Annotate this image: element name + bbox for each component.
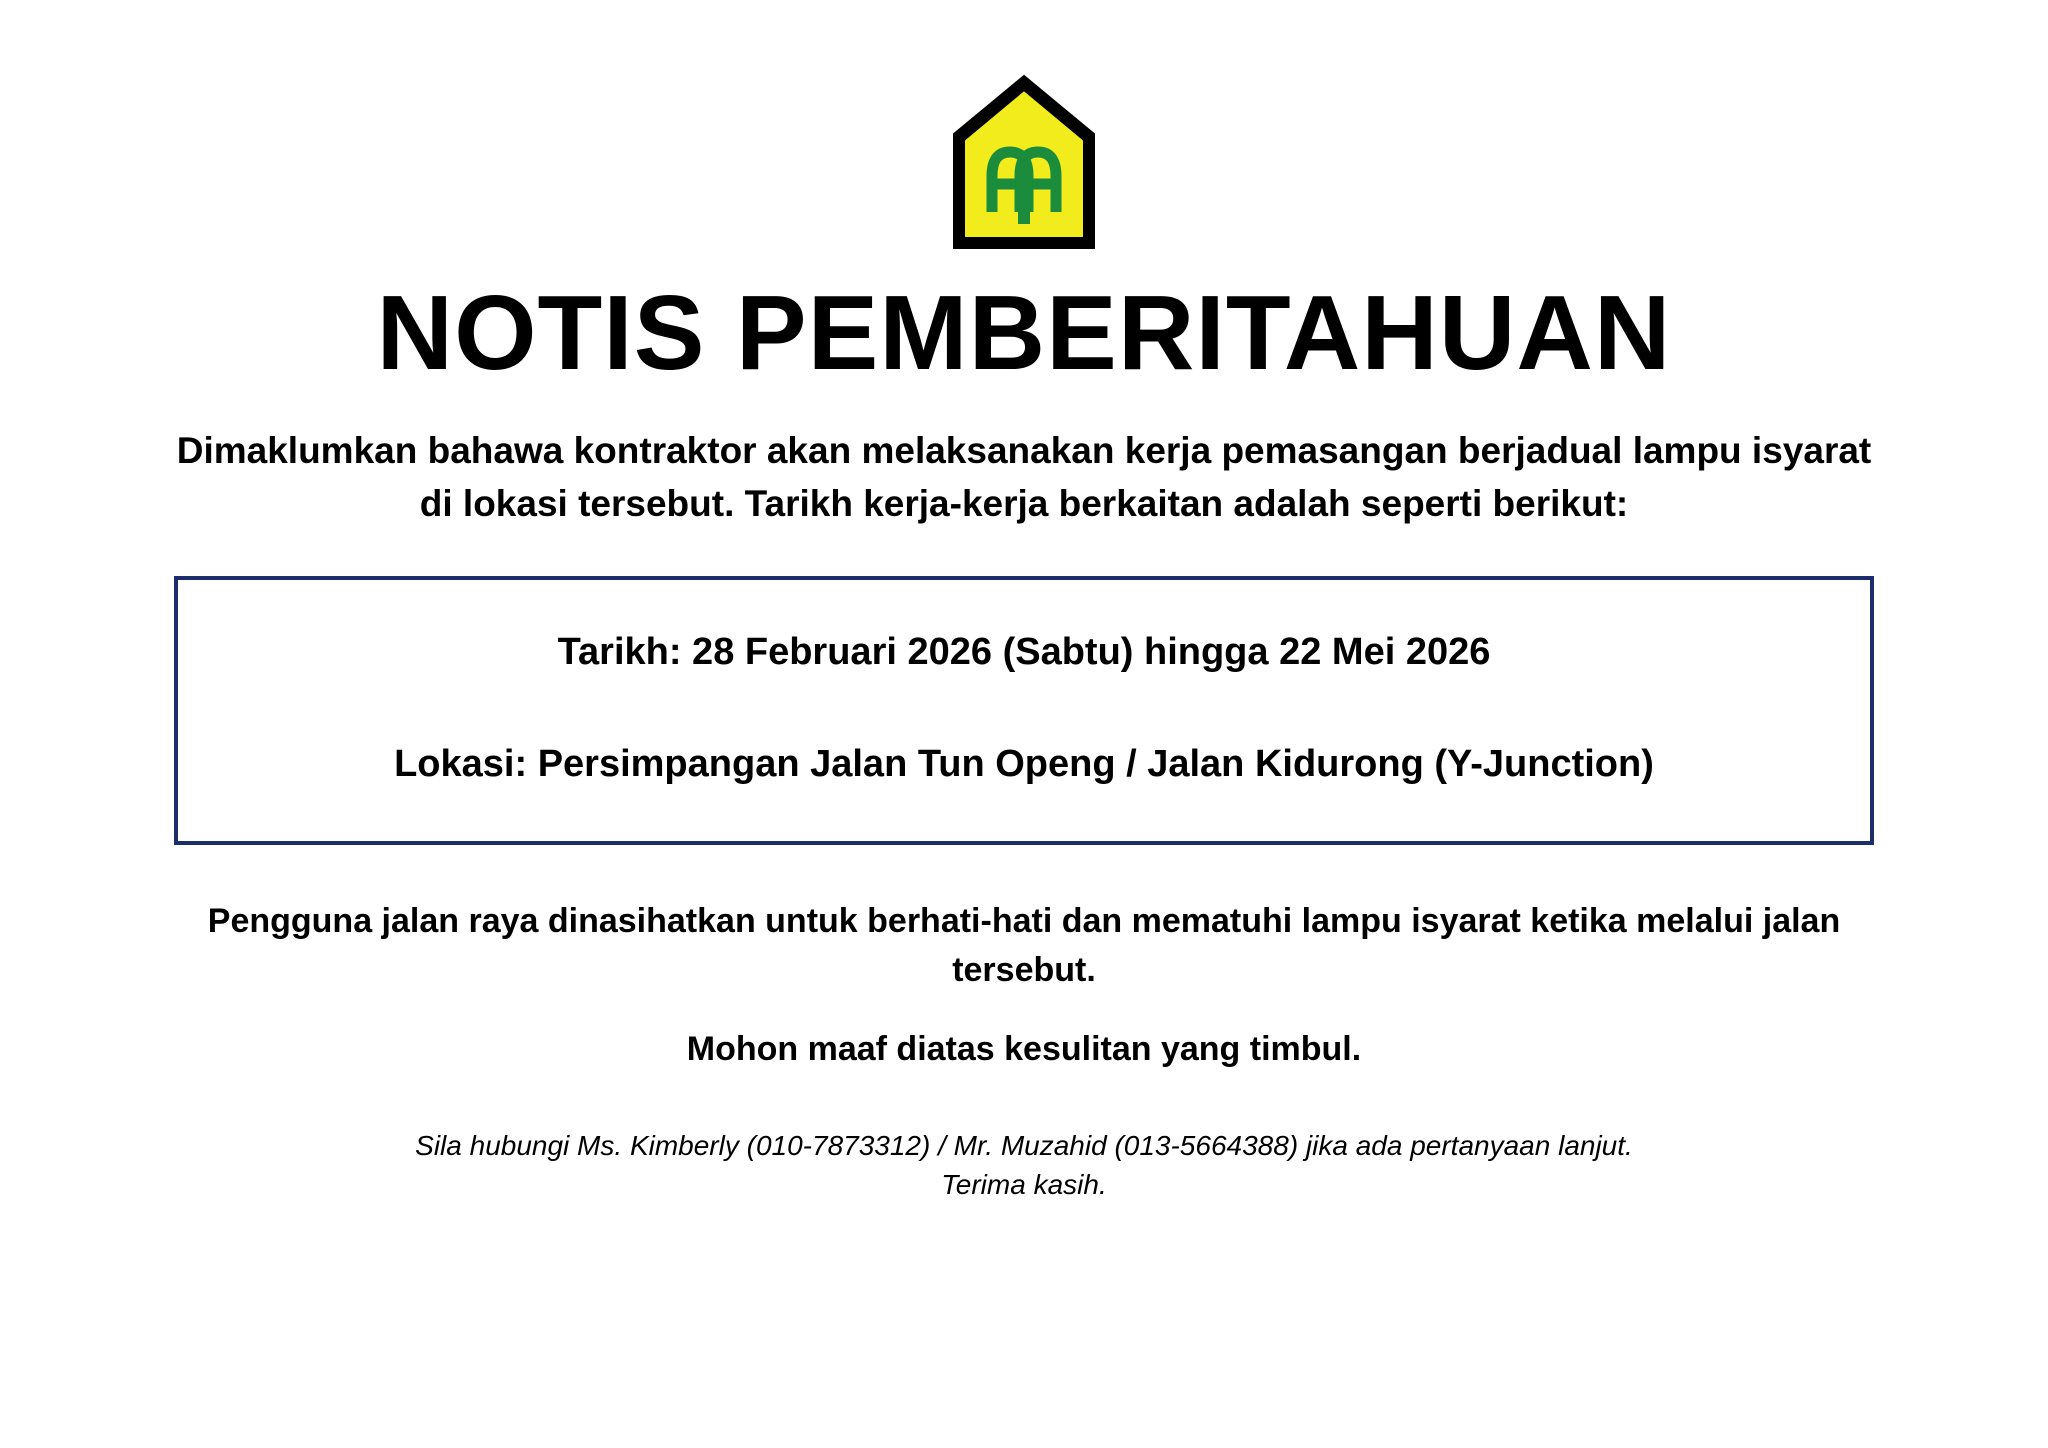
council-crest-icon: [944, 72, 1104, 262]
thanks-line: Terima kasih.: [941, 1168, 1107, 1200]
advisory-text: Pengguna jalan raya dinasihatkan untuk berhati-hati dan mematuhi lampu isyarat ketika melalui jalan tersebut.: [207, 902, 1841, 990]
apology-text: Mohon maaf diatas kesulitan yang timbul.: [686, 1029, 1362, 1068]
detail-date: Tarikh: 28 Februari 2026 (Sabtu) hingga 22 Mei 2026: [557, 631, 1491, 674]
details-box: [174, 576, 1874, 845]
contact-line: Sila hubungi Ms. Kimberly (010-7873312) / Mr. Muzahid (013-5664388) jika ada pertanyaan lanjut.: [415, 1129, 1633, 1161]
page-title: NOTIS PEMBERITAHUAN: [376, 274, 1672, 392]
detail-location: Lokasi: Persimpangan Jalan Tun Openg / Jalan Kidurong (Y-Junction): [394, 742, 1654, 785]
crest-container: [120, 72, 1928, 262]
intro-paragraph: Dimaklumkan bahawa kontraktor akan melaksanakan kerja pemasangan berjadual lampu isyarat di lokasi tersebut. Tarikh kerja-kerja berkaitan adalah seperti berikut:: [176, 430, 1872, 524]
